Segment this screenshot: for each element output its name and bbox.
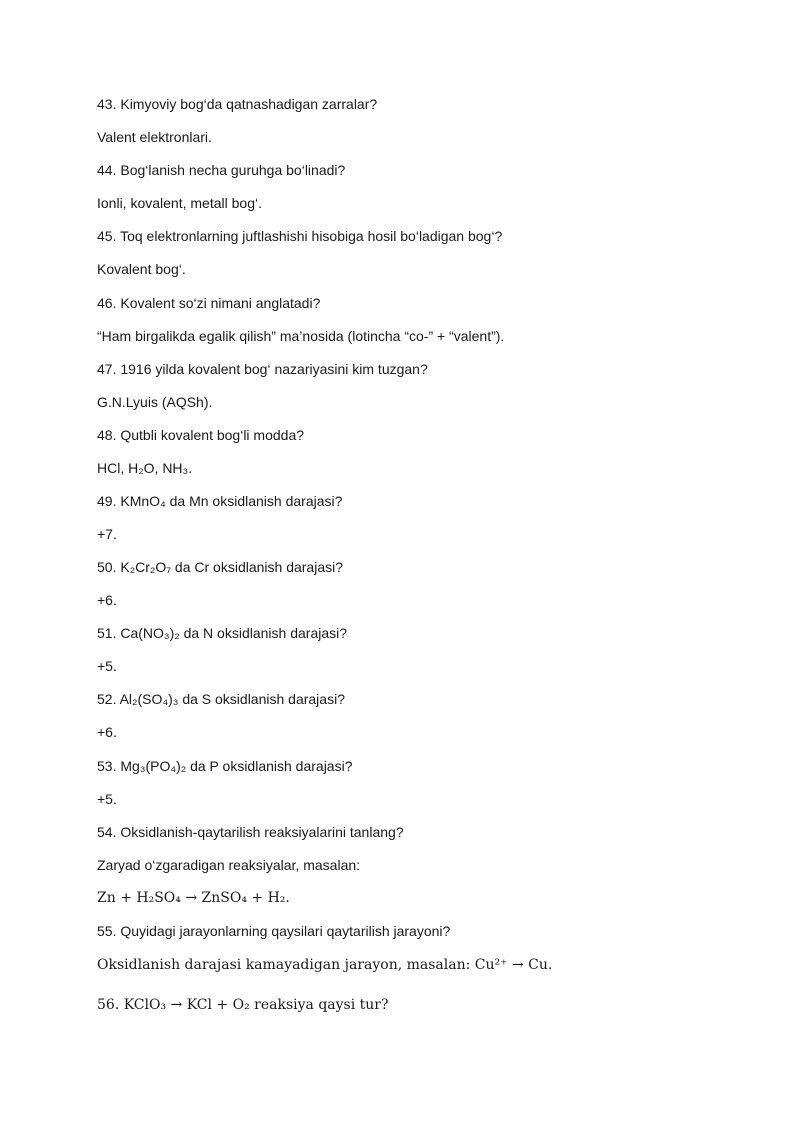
answer-55: Oksidlanish darajasi kamayadigan jarayon, masalan: Cu²⁺ → Cu. — [97, 957, 553, 973]
question-44: 44. Bog‘lanish necha guruhga bo‘linadi? — [97, 162, 346, 178]
question-45: 45. Toq elektronlarning juftlashishi hisobiga hosil bo‘ladigan bog‘? — [97, 228, 503, 244]
question-52: 52. Al₂(SO₄)₃ da S oksidlanish darajasi? — [97, 691, 345, 707]
answer-43: Valent elektronlari. — [97, 129, 212, 145]
answer-47: G.N.Lyuis (AQSh). — [97, 394, 213, 410]
reaction-equation: Zn + H₂SO₄ → ZnSO₄ + H₂. — [97, 890, 290, 906]
answer-53: +5. — [97, 791, 117, 807]
question-51: 51. Ca(NO₃)₂ da N oksidlanish darajasi? — [97, 625, 348, 641]
question-48: 48. Qutbli kovalent bog‘li modda? — [97, 427, 305, 443]
answer-44: Ionli, kovalent, metall bog‘. — [97, 195, 262, 211]
answer-49: +7. — [97, 526, 117, 542]
answer-52: +6. — [97, 724, 117, 740]
question-53: 53. Mg₃(PO₄)₂ da P oksidlanish darajasi? — [97, 758, 353, 774]
answer-51: +5. — [97, 658, 117, 674]
question-46: 46. Kovalent so‘zi nimani anglatadi? — [97, 295, 321, 311]
question-49: 49. KMnO₄ da Mn oksidlanish darajasi? — [97, 493, 343, 509]
answer-50: +6. — [97, 592, 117, 608]
question-54: 54. Oksidlanish-qaytarilish reaksiyalarini tanlang? — [97, 824, 404, 840]
question-47: 47. 1916 yilda kovalent bog‘ nazariyasini kim tuzgan? — [97, 361, 428, 377]
question-56: 56. KClO₃ → KCl + O₂ reaksiya qaysi tur? — [97, 997, 389, 1013]
answer-45: Kovalent bog‘. — [97, 261, 186, 277]
question-55: 55. Quyidagi jarayonlarning qaysilari qaytarilish jarayoni? — [97, 923, 451, 939]
answer-48: HCl, H₂O, NH₃. — [97, 460, 193, 476]
answer-54: Zaryad o‘zgaradigan reaksiyalar, masalan: — [97, 857, 361, 873]
answer-46: “Ham birgalikda egalik qilish” ma’nosida (lotincha “co-” + “valent”). — [97, 328, 505, 344]
question-50: 50. K₂Cr₂O₇ da Cr oksidlanish darajasi? — [97, 559, 344, 575]
question-43: 43. Kimyoviy bog‘da qatnashadigan zarralar? — [97, 96, 378, 112]
